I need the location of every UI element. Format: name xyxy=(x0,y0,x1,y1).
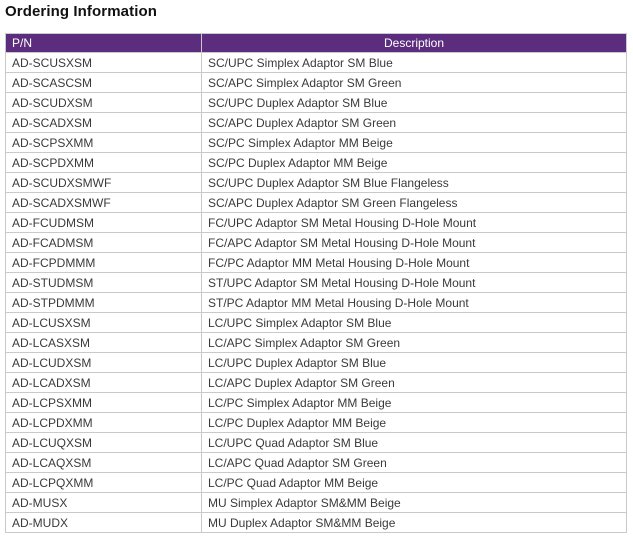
table-row xyxy=(6,93,627,113)
description-cell: LC/UPC Simplex Adaptor SM Blue xyxy=(202,313,627,333)
description-cell: SC/PC Duplex Adaptor MM Beige xyxy=(202,153,627,173)
table-row xyxy=(6,473,627,493)
table-row xyxy=(6,173,627,193)
description-cell: SC/APC Duplex Adaptor SM Green xyxy=(202,113,627,133)
description-cell: SC/APC Simplex Adaptor SM Green xyxy=(202,73,627,93)
part-number-cell: AD-FCUDMSM xyxy=(6,213,202,233)
part-number-cell: AD-SCUSXSM xyxy=(6,53,202,73)
table-row xyxy=(6,233,627,253)
part-number-cell: AD-FCPDMMM xyxy=(6,253,202,273)
part-number-cell: AD-LCAQXSM xyxy=(6,453,202,473)
description-cell: LC/PC Quad Adaptor MM Beige xyxy=(202,473,627,493)
table-row xyxy=(6,213,627,233)
part-number-cell: AD-LCUQXSM xyxy=(6,433,202,453)
description-cell: FC/PC Adaptor MM Metal Housing D-Hole Mount xyxy=(202,253,627,273)
table-row xyxy=(6,133,627,153)
page-title: Ordering Information xyxy=(5,3,157,20)
table-row xyxy=(6,353,627,373)
description-cell: LC/PC Simplex Adaptor MM Beige xyxy=(202,393,627,413)
part-number-cell: AD-SCUDXSM xyxy=(6,93,202,113)
part-number-cell: AD-SCASCSM xyxy=(6,73,202,93)
part-number-cell: AD-SCADXSM xyxy=(6,113,202,133)
column-header-description: Description xyxy=(202,34,627,53)
part-number-cell: AD-SCPDXMM xyxy=(6,153,202,173)
description-cell: ST/PC Adaptor MM Metal Housing D-Hole Mount xyxy=(202,293,627,313)
part-number-cell: AD-LCADXSM xyxy=(6,373,202,393)
table-header-row xyxy=(6,34,627,53)
description-cell: LC/PC Duplex Adaptor MM Beige xyxy=(202,413,627,433)
part-number-cell: AD-LCASXSM xyxy=(6,333,202,353)
table-row xyxy=(6,513,627,533)
table-row xyxy=(6,313,627,333)
description-cell: SC/UPC Simplex Adaptor SM Blue xyxy=(202,53,627,73)
ordering-table xyxy=(5,33,627,533)
part-number-cell: AD-STPDMMM xyxy=(6,293,202,313)
description-cell: LC/APC Duplex Adaptor SM Green xyxy=(202,373,627,393)
description-cell: SC/UPC Duplex Adaptor SM Blue Flangeless xyxy=(202,173,627,193)
table-row xyxy=(6,273,627,293)
table-row xyxy=(6,373,627,393)
part-number-cell: AD-STUDMSM xyxy=(6,273,202,293)
description-cell: SC/UPC Duplex Adaptor SM Blue xyxy=(202,93,627,113)
table-row xyxy=(6,53,627,73)
part-number-cell: AD-SCUDXSMWF xyxy=(6,173,202,193)
part-number-cell: AD-MUDX xyxy=(6,513,202,533)
table-row xyxy=(6,333,627,353)
part-number-cell: AD-LCUSXSM xyxy=(6,313,202,333)
table-row xyxy=(6,433,627,453)
description-cell: LC/UPC Duplex Adaptor SM Blue xyxy=(202,353,627,373)
description-cell: SC/PC Simplex Adaptor MM Beige xyxy=(202,133,627,153)
part-number-cell: AD-LCUDXSM xyxy=(6,353,202,373)
description-cell: LC/APC Quad Adaptor SM Green xyxy=(202,453,627,473)
part-number-cell: AD-LCPSXMM xyxy=(6,393,202,413)
part-number-cell: AD-FCADMSM xyxy=(6,233,202,253)
description-cell: LC/APC Simplex Adaptor SM Green xyxy=(202,333,627,353)
table-body xyxy=(6,53,627,533)
part-number-cell: AD-SCADXSMWF xyxy=(6,193,202,213)
table-row xyxy=(6,493,627,513)
table-row xyxy=(6,253,627,273)
table-row xyxy=(6,153,627,173)
table-row xyxy=(6,453,627,473)
table-row xyxy=(6,413,627,433)
description-cell: FC/UPC Adaptor SM Metal Housing D-Hole Mount xyxy=(202,213,627,233)
part-number-cell: AD-LCPDXMM xyxy=(6,413,202,433)
description-cell: SC/APC Duplex Adaptor SM Green Flangeless xyxy=(202,193,627,213)
description-cell: FC/APC Adaptor SM Metal Housing D-Hole Mount xyxy=(202,233,627,253)
column-header-pn: P/N xyxy=(6,34,202,53)
description-cell: MU Simplex Adaptor SM&MM Beige xyxy=(202,493,627,513)
part-number-cell: AD-MUSX xyxy=(6,493,202,513)
part-number-cell: AD-LCPQXMM xyxy=(6,473,202,493)
description-cell: ST/UPC Adaptor SM Metal Housing D-Hole Mount xyxy=(202,273,627,293)
table-row xyxy=(6,393,627,413)
part-number-cell: AD-SCPSXMM xyxy=(6,133,202,153)
table-row xyxy=(6,293,627,313)
table-row xyxy=(6,193,627,213)
table-row xyxy=(6,113,627,133)
description-cell: MU Duplex Adaptor SM&MM Beige xyxy=(202,513,627,533)
table-row xyxy=(6,73,627,93)
description-cell: LC/UPC Quad Adaptor SM Blue xyxy=(202,433,627,453)
